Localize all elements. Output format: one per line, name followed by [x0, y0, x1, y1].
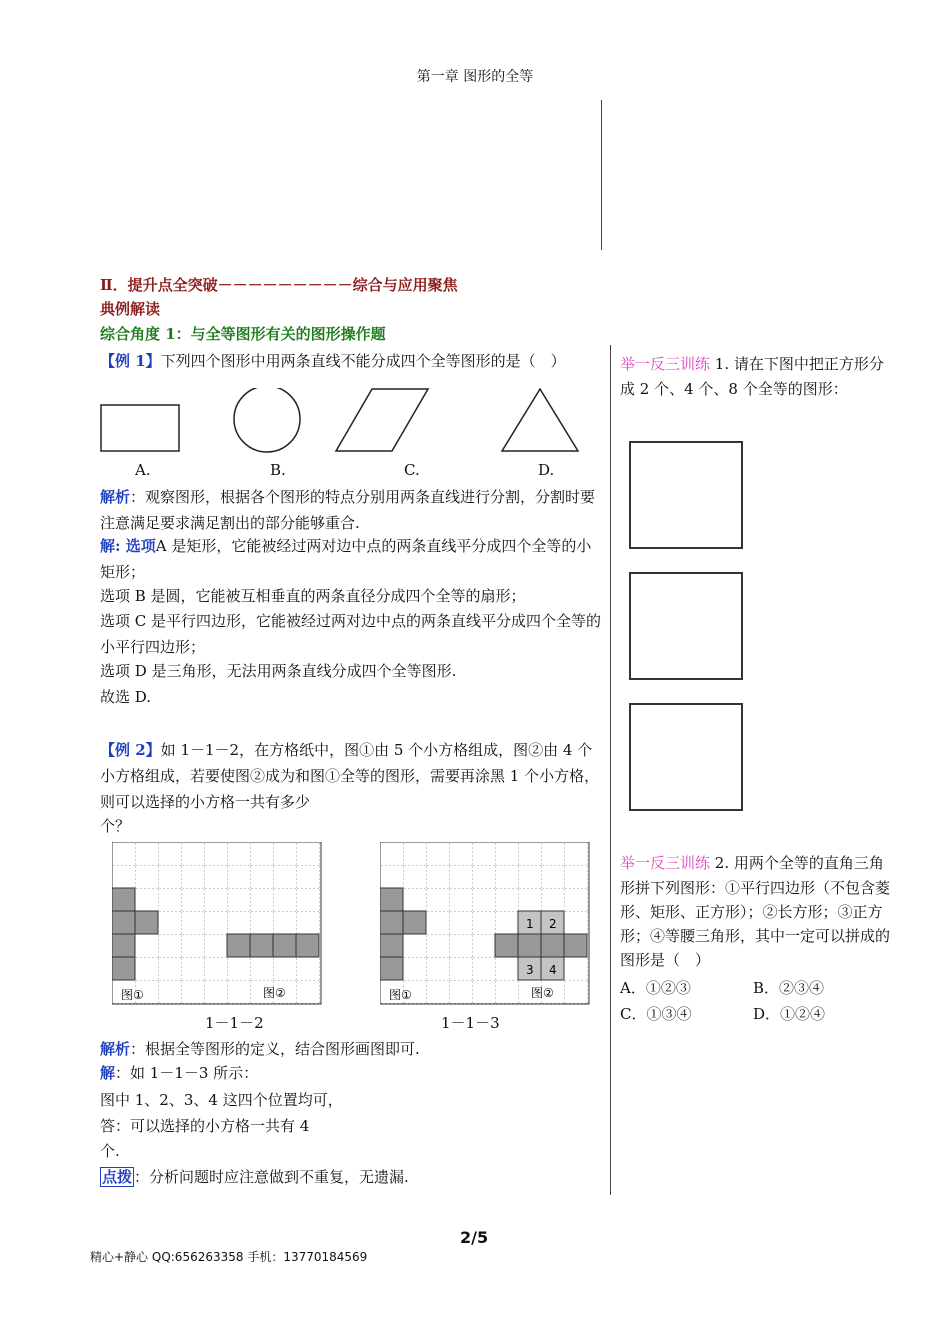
- example1-option-b: B.: [270, 461, 286, 479]
- example1-solution: [100, 533, 605, 585]
- shaded-cell: [380, 911, 403, 934]
- section-subtitle: 典例解读: [100, 300, 161, 318]
- practice1-text-b: 成 2 个、4 个、8 个全等的图形：: [620, 380, 848, 398]
- practice1-text: [620, 351, 910, 377]
- practice2-line-4: 图形是（ ）: [620, 951, 711, 969]
- grid-figure-2: [380, 842, 592, 1010]
- shaded-cell: [112, 934, 135, 957]
- column-divider-top: [601, 100, 602, 250]
- practice2-line-3: 形；④等腰三角形，其中一定可以拼成的: [620, 927, 891, 945]
- grid-figure-1: [112, 842, 324, 1010]
- square-shape-2: [629, 572, 743, 680]
- practice2-text: [620, 850, 910, 876]
- figure-caption-1: 1－1－2: [205, 1014, 264, 1032]
- square-shape-3: [629, 703, 743, 811]
- parallelogram-shape: [336, 389, 428, 451]
- shaded-cell: [296, 934, 319, 957]
- shaded-cell: [227, 934, 250, 957]
- practice2-option-b: B．②③④: [753, 979, 825, 997]
- example2-analysis: [100, 1036, 605, 1062]
- figure-label-1: 图①: [389, 988, 412, 1002]
- shaded-cell: [112, 911, 135, 934]
- tip-label: 点拨: [102, 1168, 133, 1186]
- example2-solution-line-3: 答：可以选择的小方格一共有 4: [100, 1117, 310, 1135]
- circle-shape: [234, 388, 300, 452]
- practice2-label: 举一反三训练: [620, 854, 711, 872]
- shaded-cell: [112, 957, 135, 980]
- example2-solution-line-2: 图中 1、2、3、4 这四个位置均可，: [100, 1091, 343, 1109]
- shaded-cell: [518, 934, 541, 957]
- cell-label-4: 4: [549, 963, 557, 977]
- shaded-cell: [380, 957, 403, 980]
- example1-option-c: C.: [404, 461, 420, 479]
- figure-label-2: 图②: [263, 986, 286, 1000]
- section-title: Ⅱ．提升点全突破－－－－－－－－－综合与应用聚焦: [100, 276, 458, 294]
- shaded-cell: [564, 934, 587, 957]
- shaded-cell: [495, 934, 518, 957]
- shaded-cell: [112, 888, 135, 911]
- figure-label-1: 图①: [121, 988, 144, 1002]
- example2-tip: [100, 1164, 409, 1190]
- example1-analysis-text: ：观察图形，根据各个图形的特点分别用两条直线进行分割，分割时要注意满足要求满足割出的部分能够重合.: [100, 488, 596, 532]
- shaded-cell: [135, 911, 158, 934]
- practice1-label: 举一反三训练: [620, 355, 711, 373]
- figure-label-2: 图②: [531, 986, 554, 1000]
- example2-tag: 【例 2】: [100, 741, 161, 759]
- example2-solution-line-1: ：如 1－1－3 所示：: [115, 1064, 259, 1082]
- example2-solution-line-4: 个.: [100, 1142, 120, 1160]
- practice2-option-c: C．①③④: [620, 1005, 692, 1023]
- example1-option-a: A.: [135, 461, 151, 479]
- section-angle: 综合角度 1：与全等图形有关的图形操作题: [100, 325, 386, 343]
- footer-contact: 精心+静心 QQ:656263358 手机：13770184569: [90, 1250, 368, 1264]
- practice1-text-a: 1. 请在下图中把正方形分: [710, 355, 884, 373]
- example2-solution: [100, 1060, 258, 1086]
- cell-label-1: 1: [526, 917, 534, 931]
- practice2-text-a: 2. 用两个全等的直角三角: [710, 854, 884, 872]
- example1-option-d: D.: [538, 461, 555, 479]
- example1-analysis-label: 解析: [100, 488, 131, 506]
- example2-solution-label: 解: [100, 1064, 116, 1082]
- shaded-cell: [380, 934, 403, 957]
- figure-caption-2: 1－1－3: [441, 1014, 500, 1032]
- practice2-line-2: 形、矩形、正方形）；②长方形；③正方: [620, 903, 883, 921]
- cell-label-2: 2: [549, 917, 557, 931]
- example1-tag: 【例 1】: [100, 352, 161, 370]
- example1-solution-line-4: 选项 D 是三角形，无法用两条直线分成四个全等图形.: [100, 662, 457, 680]
- example1-solution-line-2: 选项 B 是圆，它能被互相垂直的两条直径分成四个全等的扇形；: [100, 587, 526, 605]
- shaded-cell: [403, 911, 426, 934]
- practice2-option-d: D．①②④: [753, 1005, 826, 1023]
- shaded-cell: [380, 888, 403, 911]
- page-number: 2/5: [460, 1228, 489, 1247]
- example1-question-text: 下列四个图形中用两条直线不能分成四个全等图形的是（ ）: [160, 352, 566, 370]
- chapter-header: 第一章 图形的全等: [416, 69, 534, 85]
- practice2-line-1: 形拼下列图形：①平行四边形（不包含菱: [620, 879, 891, 897]
- tip-text: ：分析问题时应注意做到不重复，无遗漏.: [134, 1168, 409, 1186]
- example1-solution-line-1: A 是矩形，它能被经过两对边中点的两条直线平分成四个全等的小矩形；: [100, 537, 592, 581]
- example1-solution-label: 解: 选项: [100, 537, 156, 555]
- rectangle-shape: [101, 405, 179, 451]
- example1-question: [100, 348, 600, 374]
- shaded-cell: [273, 934, 296, 957]
- example2-analysis-label: 解析: [100, 1040, 131, 1058]
- example2-analysis-text: ：根据全等图形的定义，结合图形画图即可.: [130, 1040, 420, 1058]
- triangle-shape: [502, 389, 578, 451]
- example2-question-text: 如 1－1－2，在方格纸中，图①由 5 个小方格组成，图②由 4 个小方格组成，若要使图②成为和图①全等的图形，需要再涂黑 1 个小方格，则可以选择的小方格一共有多少: [100, 741, 600, 811]
- example1-analysis: [100, 484, 605, 536]
- example1-shapes: [95, 388, 615, 458]
- example2-question: [100, 737, 605, 815]
- practice2-option-a: A．①②③: [620, 979, 691, 997]
- shaded-cell: [250, 934, 273, 957]
- example2-question-end: 个？: [100, 817, 131, 835]
- square-shape-1: [629, 441, 743, 549]
- cell-label-3: 3: [526, 963, 534, 977]
- example1-solution-line-3: 选项 C 是平行四边形，它能被经过两对边中点的两条直线平分成四个全等的小平行四边形；: [100, 612, 602, 656]
- example1-solution-line-5: 故选 D.: [100, 688, 152, 706]
- shaded-cell: [541, 934, 564, 957]
- column-divider: [610, 345, 611, 1195]
